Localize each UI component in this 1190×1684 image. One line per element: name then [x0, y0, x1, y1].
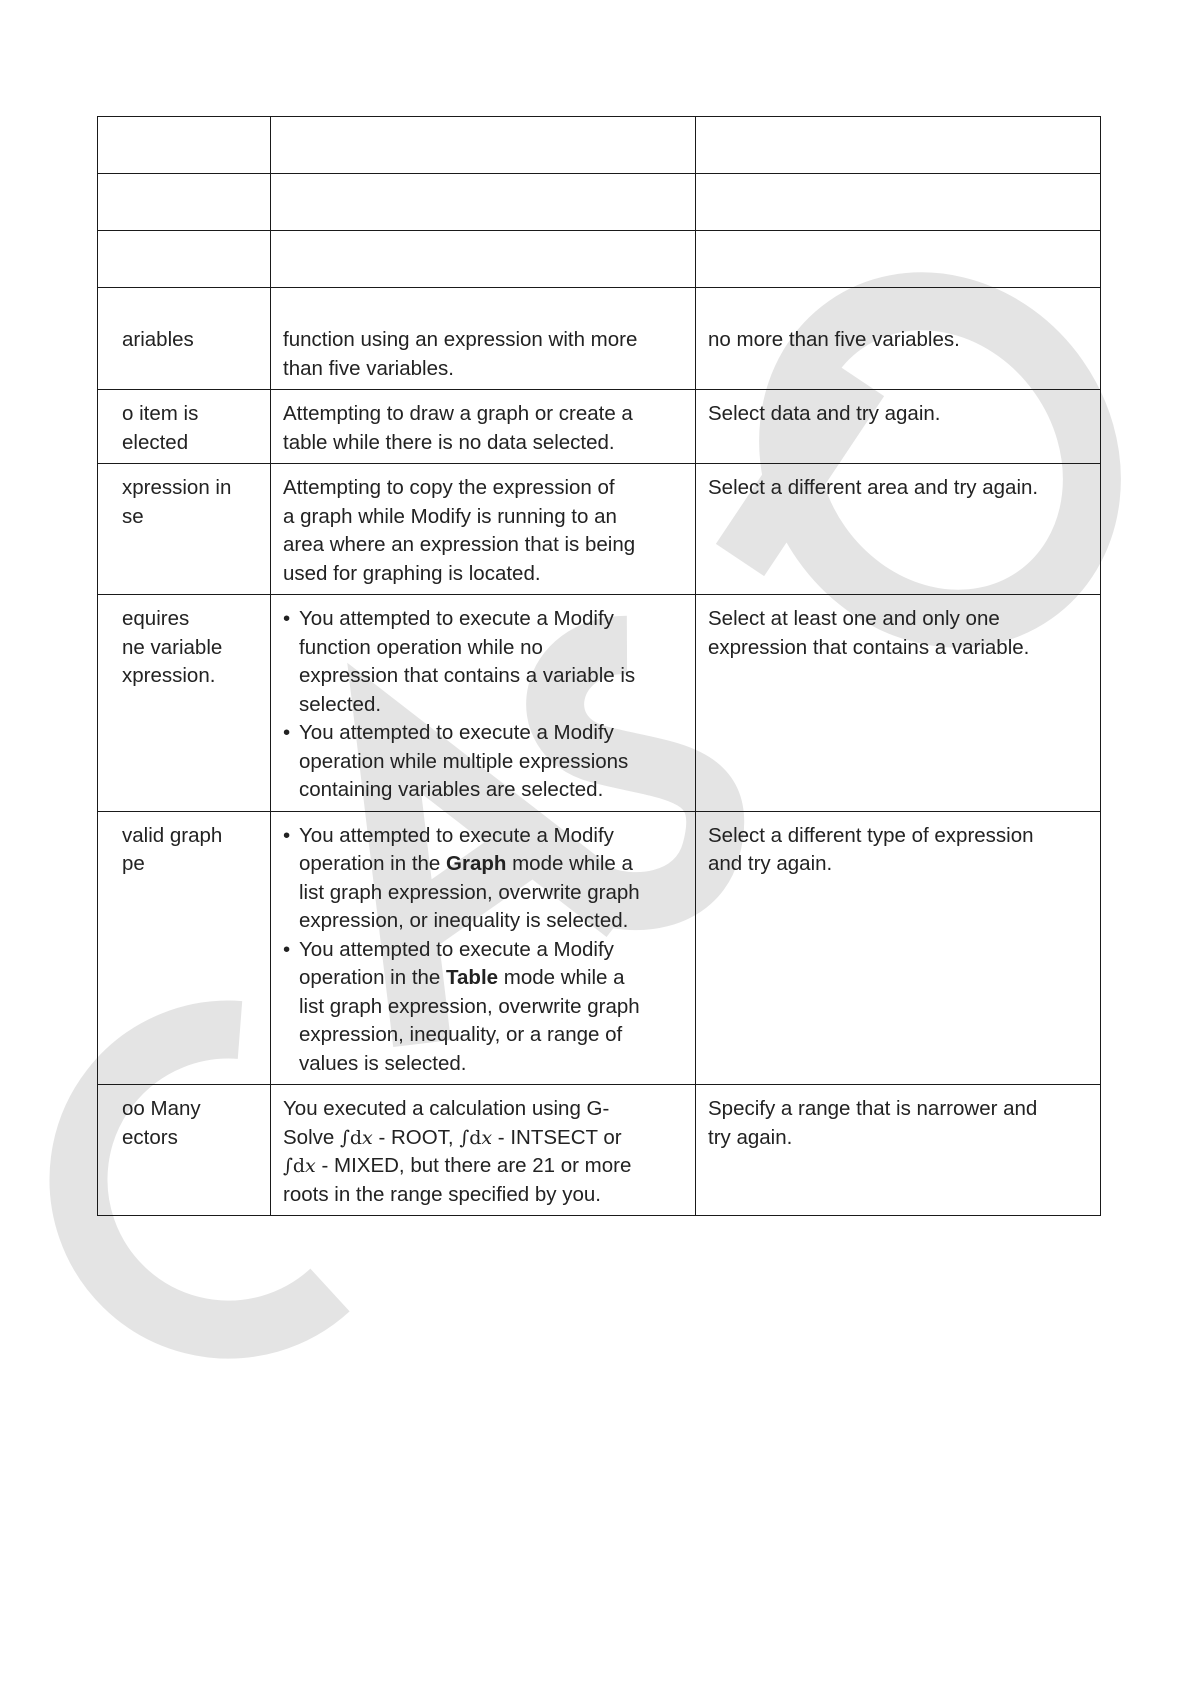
- error-message-cell: equires ne variable xpression.: [98, 595, 271, 812]
- cause-cell: [271, 811, 696, 1085]
- list-item: • You attempted to execute a Modify operation while multiple expressions containing variables are selected.: [283, 719, 683, 805]
- list-item: • You attempted to execute a Modify operation in the Graph mode while a list graph expression, overwrite graph expression, or inequality is selected.: [283, 822, 683, 936]
- integral-symbol: ∫d𝑥: [339, 1126, 373, 1149]
- action-cell: Select at least one and only one expression that contains a variable.: [696, 595, 1101, 812]
- table-row: [98, 1085, 1101, 1216]
- error-message-cell: xpression in se: [98, 464, 271, 595]
- table-row: [98, 464, 1101, 595]
- action-cell: Select a different area and try again.: [696, 464, 1101, 595]
- list-item: • You attempted to execute a Modify function operation while no expression that contains a variable is selected.: [283, 605, 683, 719]
- error-message-cell: ariables: [98, 288, 271, 390]
- error-message-cell: oo Many ectors: [98, 1085, 271, 1216]
- table-row: [98, 390, 1101, 464]
- action-cell: no more than five variables.: [696, 288, 1101, 390]
- table-row: [98, 811, 1101, 1085]
- mode-name-graph: Graph: [446, 852, 507, 875]
- table-row: [98, 288, 1101, 390]
- action-cell: Specify a range that is narrower and try again.: [696, 1085, 1101, 1216]
- error-message-cell: valid graph pe: [98, 811, 271, 1085]
- integral-symbol: ∫d𝑥: [459, 1126, 493, 1149]
- list-item: • You attempted to execute a Modify operation in the Table mode while a list graph expression, overwrite graph expression, inequality, or a range of values is selected.: [283, 936, 683, 1079]
- cause-cell: You executed a calculation using G- Solve ∫d𝑥 - ROOT, ∫d𝑥 - INTSECT or ∫d𝑥 - MIXED, but there are 21 or more roots in the range specified by you.: [271, 1085, 696, 1216]
- table-row: [98, 595, 1101, 812]
- cause-cell: function using an expression with more than five variables.: [271, 288, 696, 390]
- table-row: [98, 174, 1101, 231]
- cause-cell: Attempting to copy the expression of a graph while Modify is running to an area where an expression that is being used for graphing is located.: [271, 464, 696, 595]
- table-row: [98, 231, 1101, 288]
- action-cell: Select a different type of expression and try again.: [696, 811, 1101, 1085]
- cause-cell: [271, 595, 696, 812]
- cause-cell: Attempting to draw a graph or create a table while there is no data selected.: [271, 390, 696, 464]
- table-row: [98, 117, 1101, 174]
- mode-name-table: Table: [446, 966, 499, 989]
- error-message-table: [97, 116, 1101, 1216]
- action-cell: Select data and try again.: [696, 390, 1101, 464]
- error-message-cell: o item is elected: [98, 390, 271, 464]
- integral-symbol: ∫d𝑥: [283, 1155, 316, 1177]
